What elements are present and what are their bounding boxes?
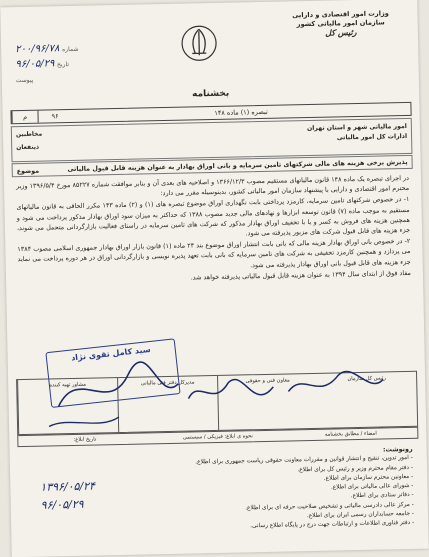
body-paragraph: مفاد فوق از ابتدای سال ۱۳۹۴ به عنوان هزینه قابل قبول مالیاتی پذیرفته خواهد شد. xyxy=(190,268,412,282)
cc-item: - مرکز عالی دادرسی مالیاتی و تشخیص صلاحیت حرفه ای برای اطلاع. xyxy=(245,501,414,512)
cc-heading: رونوشت: xyxy=(382,444,413,454)
cc-item: - دفتر فناوری اطلاعات و ارتباطات جهت درج در پایگاه اطلاع رسانی. xyxy=(250,520,415,530)
cc-list xyxy=(93,445,415,535)
addressees-label: مخاطبین xyxy=(15,130,43,139)
cc-item: - شورای عالی مالیاتی برای اطلاع. xyxy=(330,483,414,491)
signature-cell: معاون فنی و حقوقی xyxy=(217,374,318,430)
cc-item: - جامعه حسابداران رسمی ایران برای اطلاع. xyxy=(306,510,415,520)
addressee-1: امور مالیاتی شهر و استان تهران xyxy=(306,122,407,133)
id-cell-2: ۹۶ xyxy=(37,110,71,123)
body-text xyxy=(16,173,411,287)
cc-item: - معاونین محترم سازمان برای اطلاع. xyxy=(323,473,414,482)
footer-cell: نحوه ی ابلاغ: فیزیکی / سیستمی xyxy=(182,433,253,441)
handwritten-signatures xyxy=(37,339,399,437)
letter-meta xyxy=(15,40,156,88)
letter-number-value: ۲۰۰/۹۶/۷۸ xyxy=(15,43,60,56)
signature-cell: رئیس کل سازمان xyxy=(347,375,386,383)
signature-cell: مدیرکل دفتر فنی مالیاتی xyxy=(117,376,218,432)
body-paragraph: ۱- در خصوص شرکتهای تامین سرمایه، کارمزد پرداختی بابت نگهداری اوراق موضوع تبصره های (۱) و (۲) ماده ۱۴۳ مکرر الحاقی به قانون مالیاتهای مستقیم به موجب ماده (۷) قانون توسعه ابزارها و نهادهای مالی جدید مصوب ۱۳۸۸ که حداکثر به میزان سود اوراق بهادار مذکور پرداخت می شود و همچنین هزینه های فروش به کسر و یا با تخفیف اوراق بهادار مذکور که شرکت های تامین سرمایه در راستای فعالیت بازارگردانی متحمل می شوند، جزء هزینه های قابل قبول شرکت های مزبور پذیرفته می شود. xyxy=(16,195,411,238)
addressee-2: ادارات کل امور مالیاتی xyxy=(336,132,408,142)
body-paragraph: ۲- در خصوص بانی اوراق بهادار هزینه مالی که بانی بابت انتشار اوراق موضوع بند ۲۴ ماده (۱) قانون بازار اوراق بهادار جمهوری اسلامی مصوب ۱۳۸۴ می پردازد و همچنین کارمزد تخفیفی به شرکت های تامین سرمایه که بانی بابت تعهد پذیره نویسی و بازارگردانی اوراق در هر دوره پرداخت می نماید جزء هزینه های قابل قبول بانی اوراق بهادار پذیرفته می شود. xyxy=(17,237,411,269)
ministry-header xyxy=(285,9,396,38)
handwritten-date-1: ۱۳۹۶/۰۵/۲۴ xyxy=(40,479,96,494)
signature-cell: مشاور تهیه کننده xyxy=(17,378,118,434)
id-cell-3: تبصره (۱) ماده ۱۴۸ xyxy=(214,107,268,117)
ministry-name: وزارت امور اقتصادی و دارایی xyxy=(292,9,389,20)
attachment-label: پیوست xyxy=(15,76,34,85)
letter-date-value: ۹۶/۰۵/۲۹ xyxy=(15,58,55,71)
iran-emblem-icon xyxy=(179,23,220,64)
letter-number-label: شماره xyxy=(62,45,79,54)
stamp-name: سید کامل تقوی نژاد xyxy=(70,344,152,363)
subject-label: موضوع xyxy=(16,166,40,176)
letter-date-label: تاریخ xyxy=(56,61,70,69)
handwritten-dates xyxy=(40,478,95,515)
doc-title: بخشنامه xyxy=(191,88,230,100)
subject-text: پذیرش برخی هزینه های مالی شرکتهای تامین سرمایه و بانی اوراق بهادار به عنوان هزینه قابل قبول مالیاتی xyxy=(67,157,408,174)
footer-cell: امضاء / مطابق بخشنامه xyxy=(324,430,377,438)
id-cell-1: م xyxy=(11,111,37,124)
handwritten-date-2: ۹۶/۰۵/۲۹ xyxy=(40,497,84,512)
cc-item: - دفاتر ستادی برای اطلاع. xyxy=(350,492,414,500)
cc-item: - امور تدوین، تنقیح و انتشار قوانین و مقررات معاونت حقوقی ریاست جمهوری برای اطلاع. xyxy=(195,455,413,466)
footer-cell: تاریخ ابلاغ: xyxy=(73,436,97,443)
body-paragraph: در اجرای تبصره یک ماده ۱۴۸ قانون مالیاتهای مستقیم مصوب ۱۳۶۶/۱۲/۳ و اصلاحیه های بعدی آن و بنابر موافقت شماره ۸۵۲۲۷ مورخ ۱۳۹۶/۵/۴ وزیر محترم امور اقتصادی و دارایی با پیشنهاد سازمان امور مالیاتی کشور، بدینوسیله مقرر می دارد: xyxy=(15,173,410,198)
signatory-title: رئیس کل xyxy=(325,26,357,38)
recipients-label: ذینفعان xyxy=(16,143,40,152)
org-name: سازمان امور مالیاتی کشور xyxy=(296,18,385,29)
cc-item: - دفتر مقام محترم وزیر و رئیس کل برای اطلاع. xyxy=(297,464,414,473)
